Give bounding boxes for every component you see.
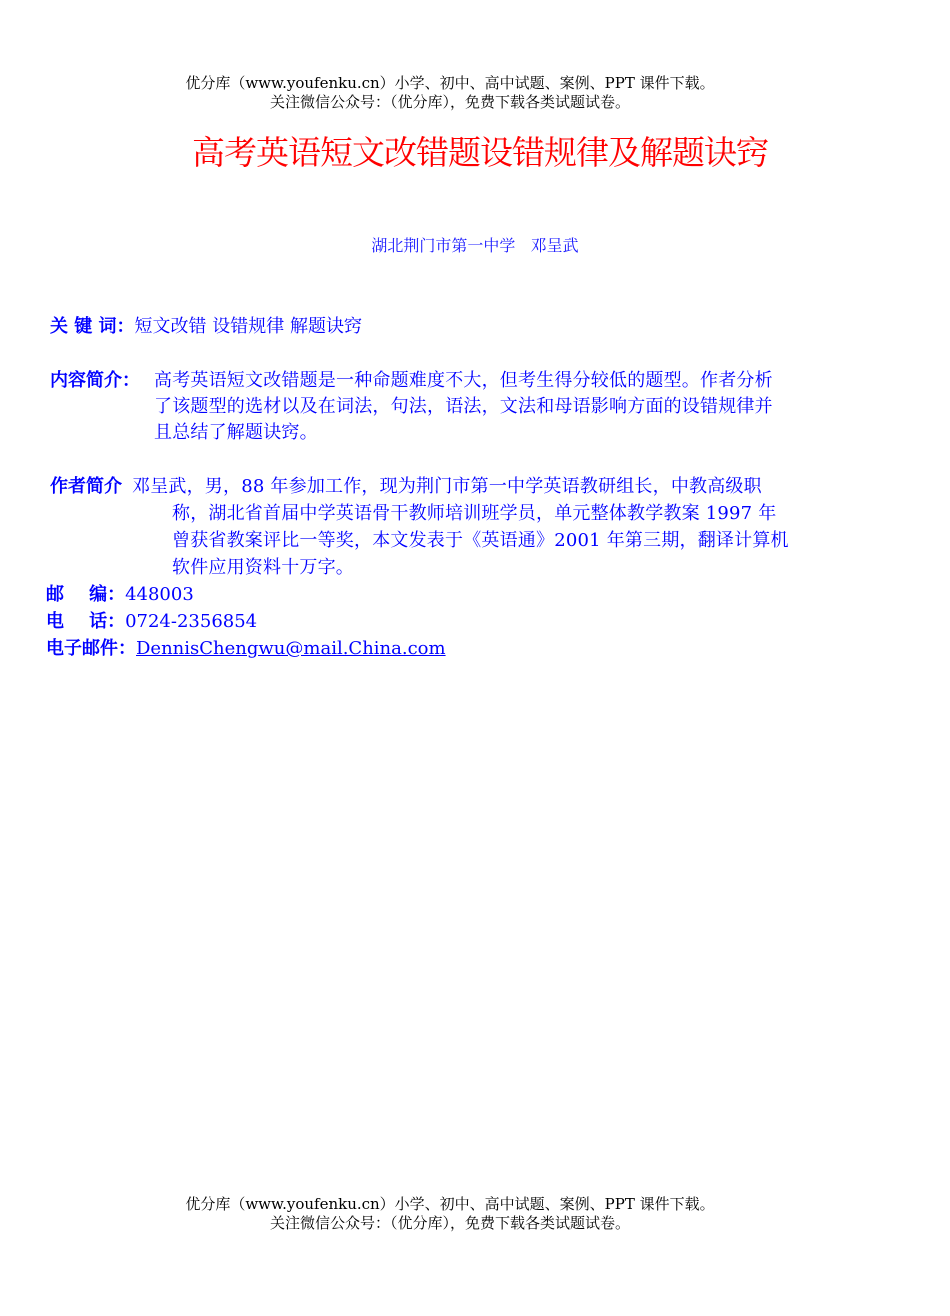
postcode-row — [46, 582, 194, 608]
summary-line-1: 高考英语短文改错题是一种命题难度不大，但考生得分较低的题型。作者分析 — [154, 370, 773, 391]
email-row — [46, 636, 446, 662]
bio-line-1: 邓呈武，男，88 年参加工作，现为荆门市第一中学英语教研组长，中教高级职 — [132, 476, 762, 497]
keywords-colon: ： — [116, 316, 135, 337]
keywords-row — [50, 314, 362, 340]
author-line: 湖北荆门市第一中学 邓呈武 — [371, 236, 579, 255]
phone-label: 电 话 — [46, 611, 108, 632]
phone-colon: ： — [107, 611, 126, 632]
postcode-colon: ： — [107, 584, 126, 605]
footer-line-2: 关注微信公众号：（优分库），免费下载各类试题试卷。 — [269, 1214, 630, 1232]
email-link[interactable]: DennisChengwu@mail.China.com — [136, 638, 446, 659]
page-title: 高考英语短文改错题设错规律及解题诀窍 — [192, 133, 768, 172]
keywords-label: 关 键 词 — [50, 316, 117, 337]
summary-line-2: 了该题型的选材以及在词法，句法，语法，文法和母语影响方面的设错规律并 — [154, 396, 773, 417]
summary-label-row — [50, 368, 140, 394]
header-line-1: 优分库（www.youfenku.cn）小学、初中、高中试题、案例、PPT 课件下载。 — [185, 74, 715, 92]
postcode-label: 邮 编 — [46, 584, 108, 605]
postcode-value: 448003 — [125, 584, 194, 605]
bio-line-4: 软件应用资料十万字。 — [172, 557, 354, 578]
bio-line-3: 曾获省教案评比一等奖，本文发表于《英语通》2001 年第三期，翻译计算机 — [172, 530, 789, 551]
header-line-2: 关注微信公众号：（优分库），免费下载各类试题试卷。 — [269, 93, 630, 111]
email-colon: ： — [118, 638, 136, 659]
email-label: 电子邮件 — [46, 638, 118, 659]
bio-line-2: 称，湖北省首届中学英语骨干教师培训班学员，单元整体教学教案 1997 年 — [172, 503, 777, 524]
summary-label: 内容简介 — [50, 370, 122, 391]
summary-line-3: 且总结了解题诀窍。 — [154, 422, 318, 443]
footer-line-1: 优分库（www.youfenku.cn）小学、初中、高中试题、案例、PPT 课件下载。 — [185, 1195, 715, 1213]
summary-colon: ： — [122, 370, 140, 391]
keywords-text: 短文改错 设错规律 解题诀窍 — [134, 316, 362, 337]
bio-label-row — [50, 474, 122, 500]
phone-value: 0724-2356854 — [125, 611, 258, 632]
bio-label: 作者简介 — [50, 476, 122, 497]
phone-row — [46, 609, 257, 635]
